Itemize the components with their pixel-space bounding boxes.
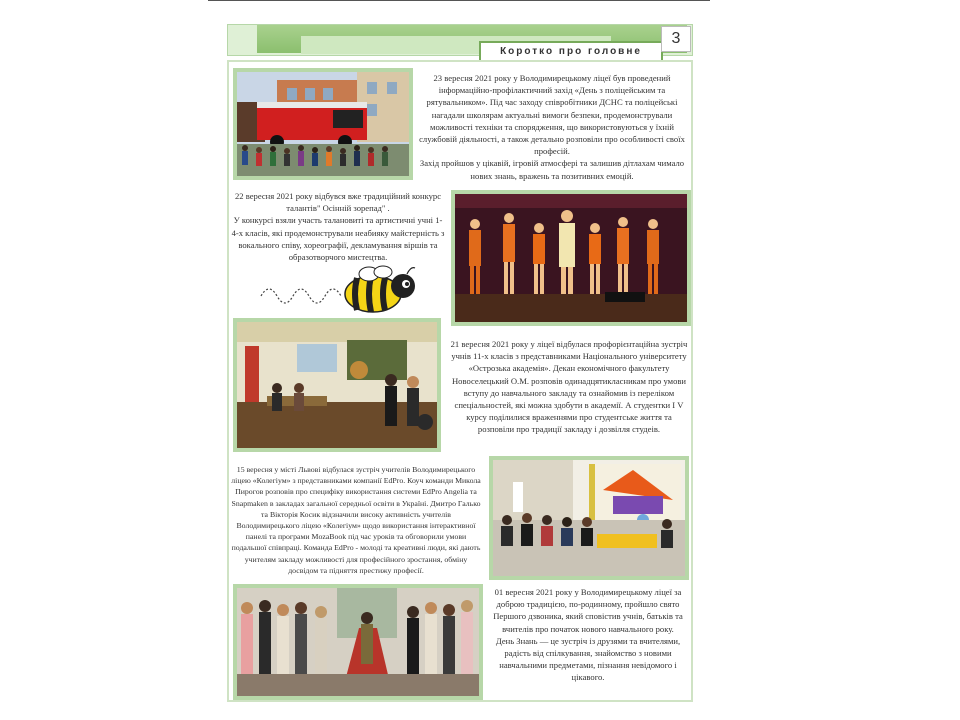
section-title: Коротко про головне	[479, 41, 663, 62]
photo-fire-truck	[233, 68, 413, 180]
article-edpro: 15 вересня у місті Львові відбулася зустріч учителів Володимирецького ліцею «Колегіум» з представниками компанії EdPro. Коуч команди Микола Пирогов розповів про специфіку використання системи EdPro Angelia та Snapmaken в закладах загальної середньої освіти в Україні. Дмитро Галько та Вікторія Косик відзначили високу активність учителів Володимирецького ліцею «Колегіум» щодо використання інтерактивної панелі та програми MozaBook під час уроків та обговорили умови подальшої співпраці. Команда EdPro - молоді та креативні люди, які дають учителям закладу можливості для професійного зростання, обміну досвідом та підняття престижу професії.	[231, 465, 481, 575]
newsletter-page	[227, 24, 693, 704]
page-number: 3	[661, 26, 691, 52]
article-first-bell: 01 вересня 2021 року у Володимирецькому ліцеї за доброю традицією, по-родинному, пройшло свято Першого дзвоника, який сповістив учнів, батьків та вчителів про початок нового навчального року. День Знань — це зустріч із друзями та вчителями, радість від спілкування, знайомство з новими навчальними предметами, пізнання невідомого і цікавого.	[493, 587, 683, 683]
bee-illustration	[257, 264, 427, 316]
photo-edpro-meeting	[489, 456, 689, 580]
top-rule	[208, 0, 710, 1]
photo-stage-performance	[451, 190, 691, 326]
article-police: 23 вересня 2021 року у Володимирецькому ліцеї був проведений інформаційно-профілактичний захід «День з поліцейським та рятувальником». Під час заходу співробітники ДСНС та поліцейські нагадали школярам актуальні вимоги безпеки, продемонстрували можливості техніки та спорядження, що використовуються у їхній службовій діяльності, а також детально розповіли про особливості своїх професій. Захід пройшов у цікавій, ігровій атмосфері та залишив дітлахам чимало нових знань, вражень та позитивних емоцій.	[419, 73, 685, 181]
photo-first-bell	[233, 584, 483, 700]
photo-classroom	[233, 318, 441, 452]
first-bell-image	[237, 588, 479, 696]
article-talents: 22 вересня 2021 року відбувся вже традиційний конкурс талантів" Осінній зорепад" . У конкурсі взяли участь талановиті та артистичні учні 1-4-х класів, які продемонстрували неабияку майстерність з вокального співу, хореографії, декламування віршів та образотворчого мистецтва.	[231, 191, 445, 263]
fire-truck-image	[237, 72, 409, 176]
article-academy: 21 вересня 2021 року у ліцеї відбулася профорієнтаційна зустріч учнів 11-х класів з представниками Національного університету «Острозька академія». Декан економічного факультету Новоселецький О.М. розповів одинадцятикласникам про умови вступу до навчального закладу та ознайомив із переліком спеціальностей, які можна здобути в академії. А студентки І V курсу поділилися враженнями про студентське життя та розповіли про традиції закладу і дозвілля студеів.	[450, 339, 688, 435]
edpro-image	[493, 460, 685, 576]
classroom-image	[237, 322, 437, 448]
stage-image	[455, 194, 687, 322]
